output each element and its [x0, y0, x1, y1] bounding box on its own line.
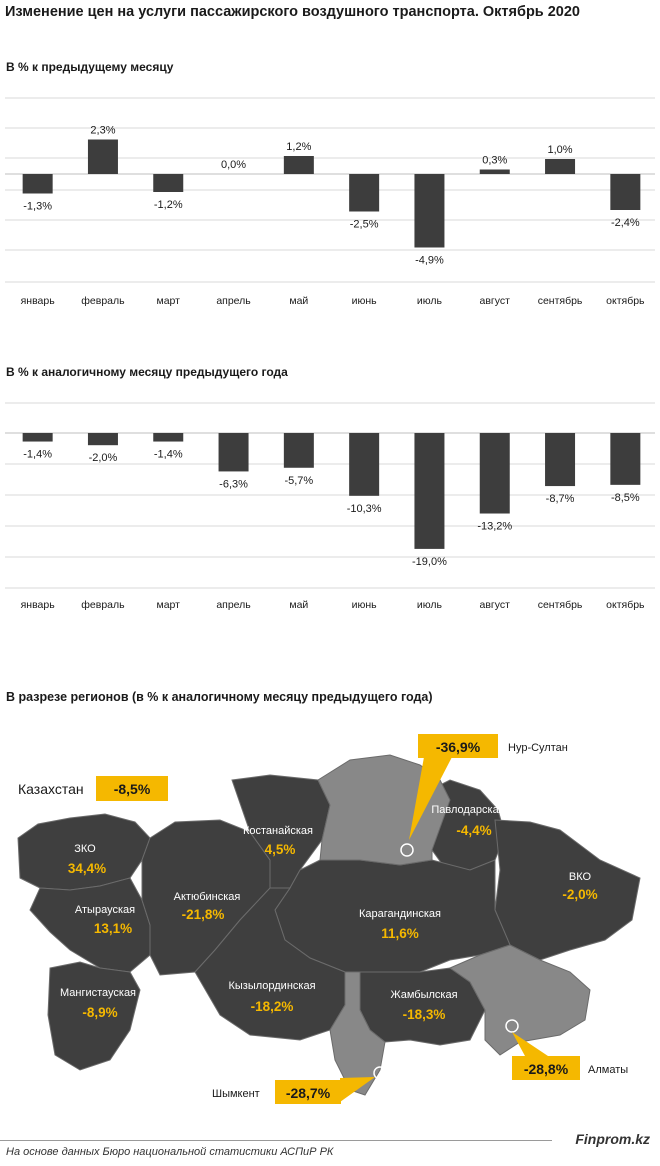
- zhambyl-value: -18,3%: [402, 1007, 446, 1022]
- kostanay-value: 4,5%: [264, 842, 296, 857]
- map-title: В разрезе регионов (в % к аналогичному месяцу предыдущего года): [6, 690, 433, 704]
- category-label: сентябрь: [537, 295, 583, 307]
- category-label: август: [479, 295, 510, 307]
- zko-label: ЗКО: [74, 843, 96, 855]
- bar-2-7: [480, 433, 510, 514]
- page-title: Изменение цен на услуги пассажирского воздушного транспорта. Октябрь 2020: [5, 4, 580, 20]
- category-label: март: [156, 599, 180, 611]
- category-label: май: [289, 295, 309, 307]
- category-label: октябрь: [606, 599, 645, 611]
- data-label: -5,7%: [284, 474, 314, 487]
- data-label: -2,5%: [349, 218, 379, 231]
- bar-2-2: [153, 433, 183, 442]
- data-label: -19,0%: [412, 555, 447, 568]
- bar-2-3: [219, 433, 249, 471]
- data-label: 0,0%: [221, 159, 247, 171]
- data-label: -2,0%: [88, 452, 118, 465]
- data-label: -1,4%: [153, 448, 183, 461]
- category-label: март: [156, 295, 180, 307]
- zko-value: 34,4%: [67, 861, 107, 876]
- footer-divider: [0, 1140, 552, 1141]
- almaty-value: -28,8%: [523, 1061, 569, 1077]
- bar-2-8: [545, 433, 575, 486]
- data-label: 2,3%: [90, 124, 116, 137]
- data-label: -13,2%: [477, 520, 513, 533]
- pavlodar-label: Павлодарская: [431, 804, 505, 816]
- bar-2-6: [414, 433, 444, 549]
- category-label: январь: [20, 295, 55, 307]
- bar-2-0: [23, 433, 53, 442]
- kyzylorda-label: Кызылординская: [228, 980, 316, 992]
- chart1-title: В % к предыдущему месяцу: [6, 60, 174, 74]
- category-label: июль: [416, 295, 443, 307]
- category-label: февраль: [81, 599, 125, 611]
- mangistau-label: Мангистауская: [59, 987, 137, 999]
- kyzylorda-value: -18,2%: [250, 999, 294, 1014]
- shymkent-pointer: [340, 1077, 375, 1102]
- atyrau-value: 13,1%: [93, 921, 133, 936]
- shymkent-value: -28,7%: [285, 1085, 331, 1101]
- data-label: -10,3%: [346, 502, 382, 515]
- vko-label: ВКО: [568, 871, 592, 883]
- nur-sultan-label: Нур-Султан: [508, 742, 568, 754]
- category-label: сентябрь: [537, 599, 583, 611]
- nur-sultan-value: -36,9%: [435, 739, 481, 755]
- bar-2-5: [349, 433, 379, 496]
- data-label: -2,4%: [610, 217, 640, 229]
- data-label: -6,3%: [219, 478, 248, 491]
- zhambyl-label: Жамбылская: [390, 989, 458, 1001]
- kazakhstan-value: -8,5%: [113, 781, 151, 797]
- karaganda-label: Карагандинская: [359, 908, 441, 920]
- aktobe-label: Актюбинская: [173, 891, 241, 903]
- almaty-label: Алматы: [588, 1064, 629, 1076]
- kazakhstan-label: Казахстан: [18, 781, 84, 797]
- shymkent-label: Шымкент: [212, 1088, 260, 1100]
- data-label: -8,7%: [545, 493, 575, 506]
- footer-source: На основе данных Бюро национальной статистики АСПиР РК: [6, 1146, 334, 1158]
- category-label: июль: [416, 599, 443, 611]
- data-label: -1,3%: [23, 200, 53, 213]
- aktobe-value: -21,8%: [181, 907, 225, 922]
- category-label: октябрь: [606, 295, 645, 307]
- category-label: май: [289, 599, 309, 611]
- data-label: -1,4%: [23, 448, 53, 461]
- vko-value: -2,0%: [562, 887, 598, 902]
- category-label: апрель: [216, 599, 251, 611]
- data-label: 1,2%: [286, 141, 312, 153]
- category-label: август: [479, 599, 510, 611]
- karaganda-value: 11,6%: [381, 926, 419, 941]
- footer-brand: Finprom.kz: [575, 1131, 650, 1147]
- chart2-title: В % к аналогичному месяцу предыдущего года: [6, 365, 288, 379]
- data-label: -8,5%: [610, 491, 640, 504]
- bar-2-4: [284, 433, 314, 468]
- category-label: январь: [20, 599, 55, 611]
- category-label: февраль: [81, 295, 125, 307]
- kazakhstan-region-map: [0, 710, 660, 1130]
- mangistau-value: -8,9%: [82, 1005, 118, 1020]
- category-label: июнь: [351, 295, 377, 307]
- category-label: апрель: [216, 295, 251, 307]
- category-label: июнь: [351, 599, 377, 611]
- data-label: -4,9%: [415, 254, 444, 267]
- atyrau-label: Атырауская: [74, 904, 136, 916]
- bar-2-9: [610, 433, 640, 485]
- kostanay-label: Костанайская: [242, 825, 314, 837]
- pavlodar-value: -4,4%: [456, 823, 492, 838]
- data-label: 1,0%: [547, 144, 573, 156]
- data-label: 0,3%: [482, 154, 508, 167]
- bar-2-1: [88, 433, 118, 445]
- data-label: -1,2%: [153, 199, 183, 211]
